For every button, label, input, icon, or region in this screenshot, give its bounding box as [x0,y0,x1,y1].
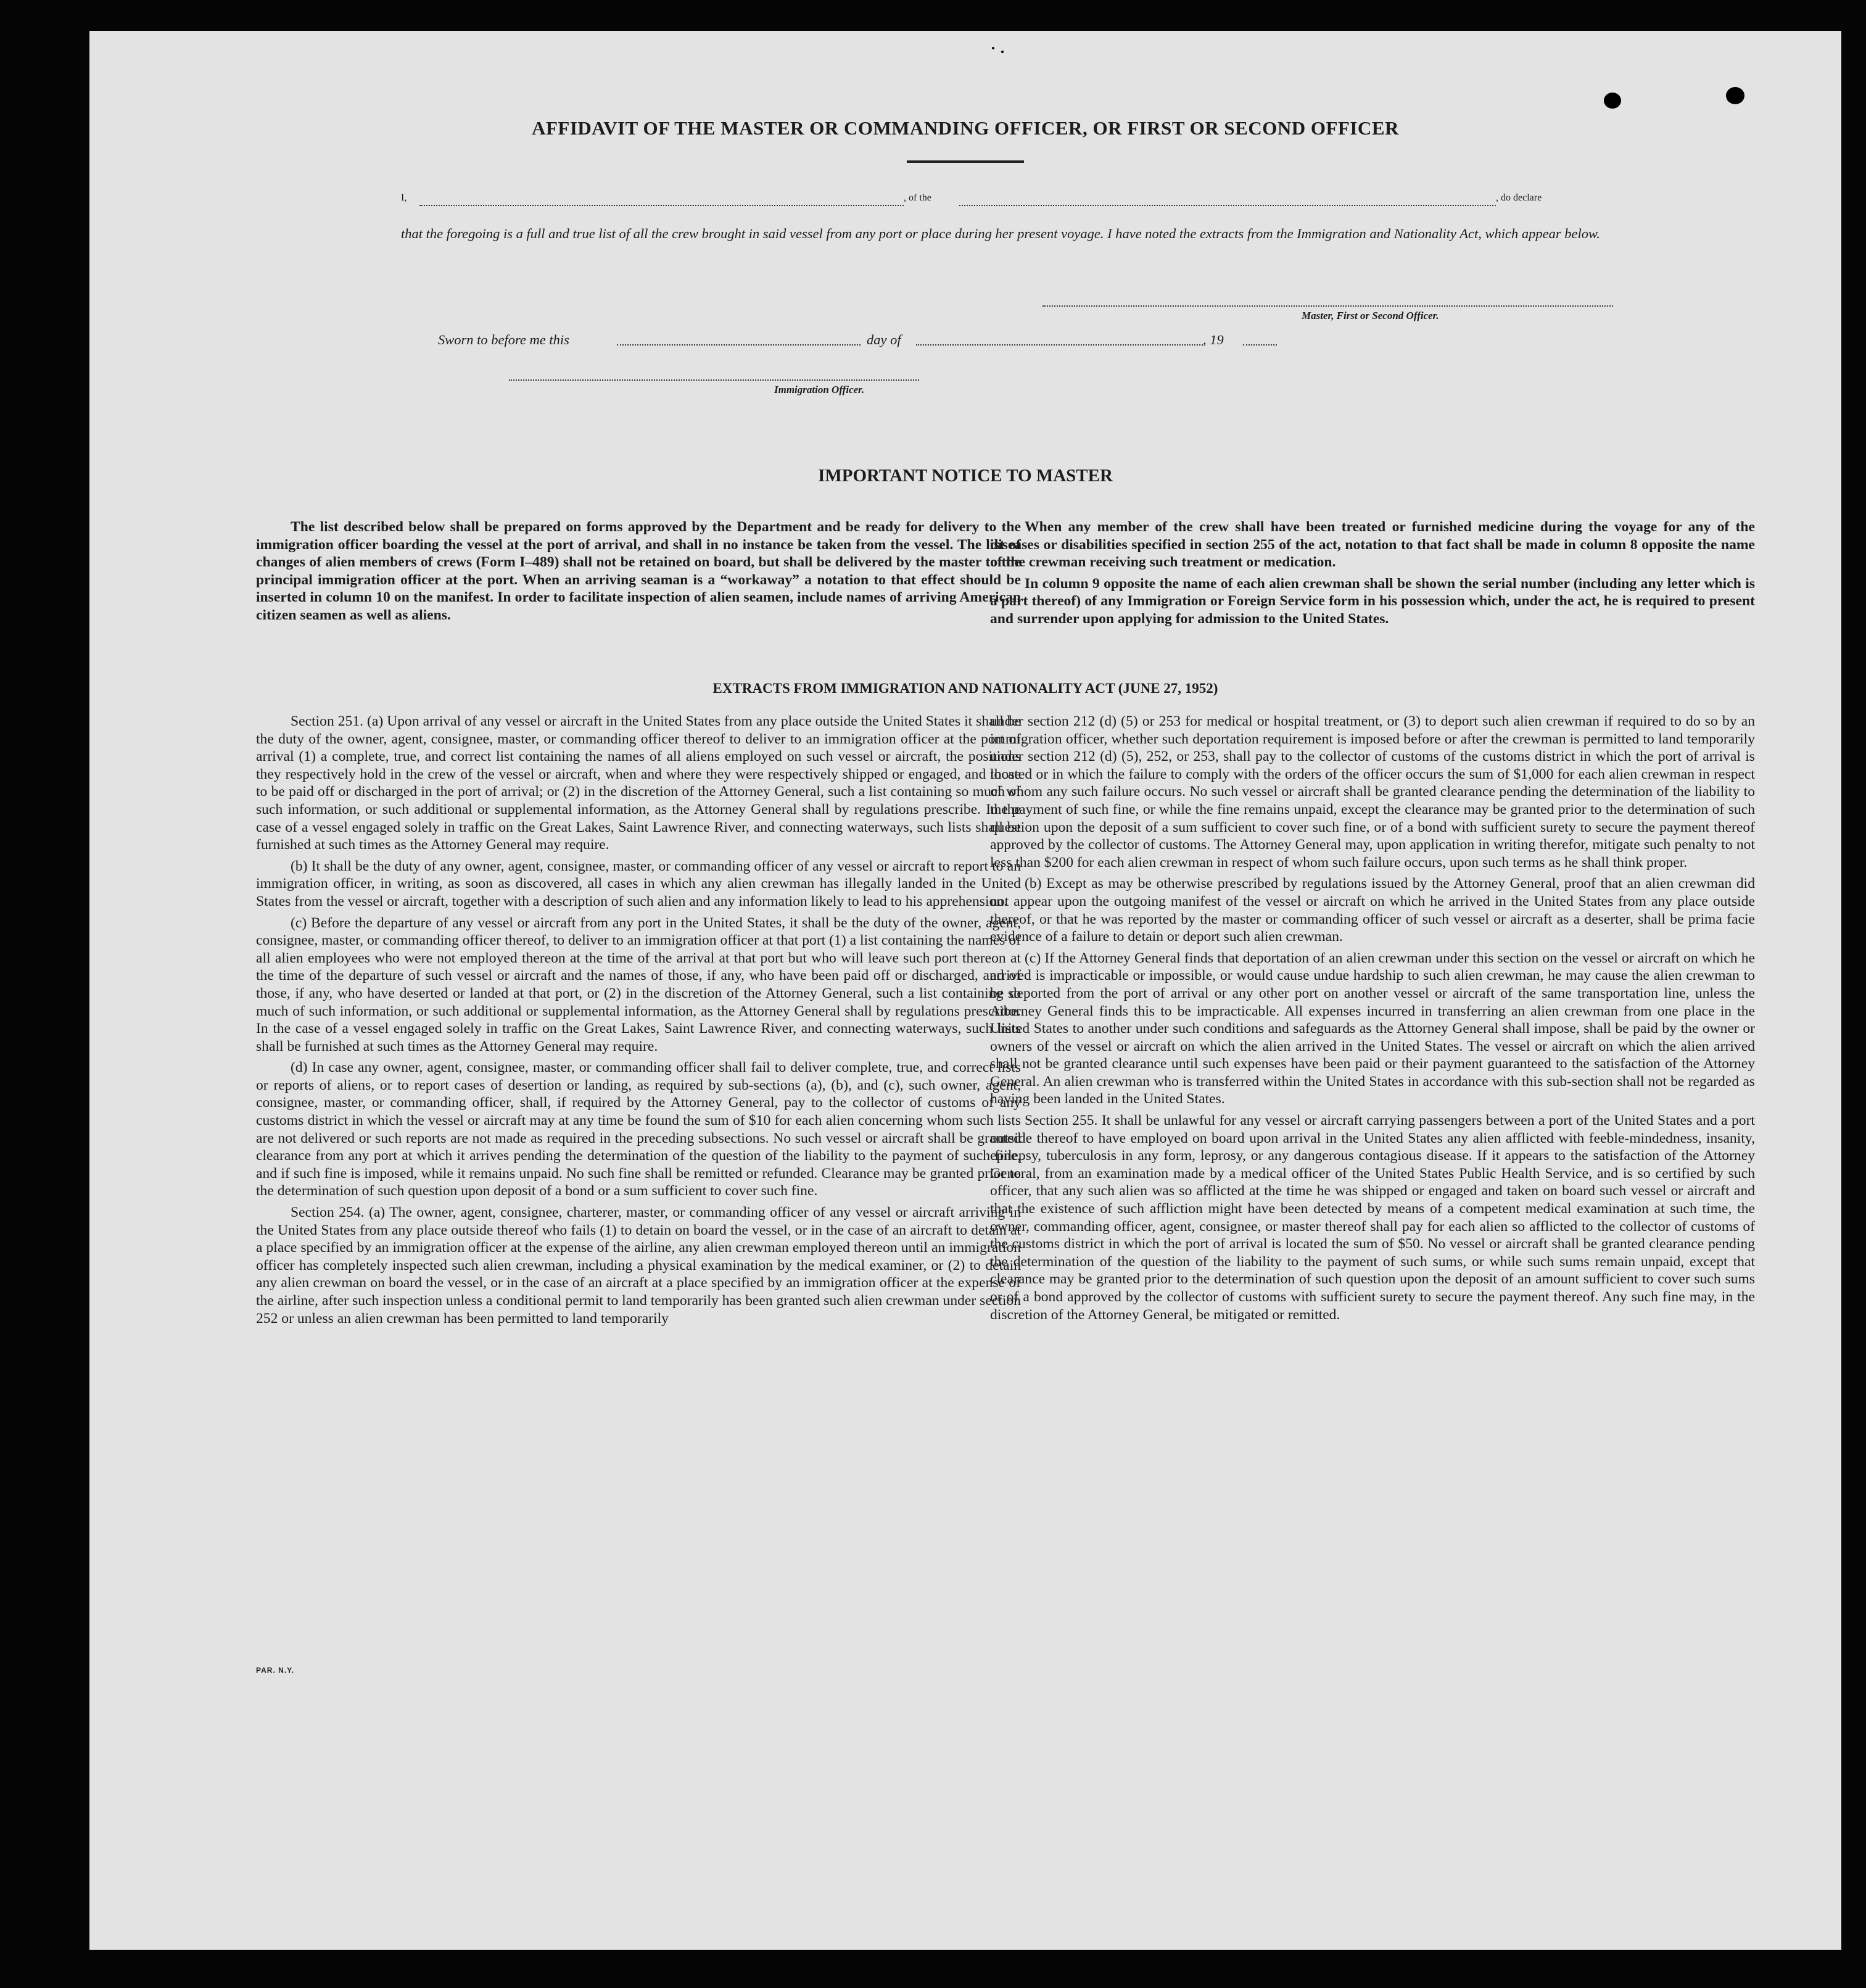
extracts-paragraph: (d) In case any owner, agent, consignee, master, or commanding officer shall fail to deliver complete, true, and correct lists or reports of aliens, or to report cases of desertion or landing, as required by sub-sections (a), (b), and (c), such owner, agent, consignee, master, or commanding officer, shall, if required by the Attorney General, pay to the collector of customs of any customs district in which the vessel or aircraft may at any time be found the sum of $10 for each alien concerning whom such lists are not delivered or such reports are not made as required in the preceding subsections. No such vessel or aircraft shall be granted clearance from any port at which it arrives pending the determination of the question of the liability to the payment of such fine, and if such fine is imposed, while it remains unpaid. No such fine shall be remitted or refunded. Clearance may be granted prior to the determination of such question upon deposit of a bond or a sum sufficient to cover such fine. [256,1059,1021,1199]
declaration-line [401,193,1613,213]
sworn-day-of-label: day of [867,332,901,347]
notice-left-column [256,518,1021,628]
extracts-paragraph: (b) Except as may be otherwise prescribed by regulations issued by the Attorney General, proof that an alien crewman did not appear upon the outgoing manifest of the vessel or aircraft on which he arrived in the United States from any place outside thereof, or that he was reported by the master or commanding officer of such vessel or aircraft as a deserter, shall be prima facie evidence of a failure to detain or deport such alien crewman. [990,876,1755,945]
extracts-right-column [990,713,1755,1327]
printer-code: PAR. N.Y. [256,1666,295,1675]
ink-speck [1726,87,1744,104]
ink-speck [992,47,994,49]
affidavit-title: AFFIDAVIT OF THE MASTER OR COMMANDING OFFICER, OR FIRST OR SECOND OFFICER [532,117,1399,139]
decl-of-the-label: , of the [904,193,931,203]
notice-right-column [990,518,1755,632]
ink-speck [1604,93,1621,109]
sworn-line [438,332,1363,353]
extracts-left-column [256,713,1021,1331]
master-signature-line[interactable] [1042,305,1613,307]
sworn-year-label: , 19 [1203,332,1224,347]
title-underline [907,160,1024,163]
vessel-blank[interactable] [959,205,1496,206]
notice-paragraph: The list described below shall be prepared on forms approved by the Department and be ready for delivery to the immigration officer boarding the vessel at the port of arrival, and shall in no instance be taken from the vessel. The list of changes of alien members of crews (Form I–489) shall not be retained on board, but shall be delivered by the master to the principal immigration officer at the port. When an arriving seaman is a “workaway” a notation to that effect should be inserted in column 10 on the manifest. In order to facilitate inspection of alien seamen, include names of arriving American citizen seamen as well as aliens. [256,519,1021,623]
extracts-title: EXTRACTS FROM IMMIGRATION AND NATIONALITY ACT (JUNE 27, 1952) [712,681,1218,696]
extracts-paragraph: (b) It shall be the duty of any owner, agent, consignee, master, or commanding officer of any vessel or aircraft to report to an immigration officer, in writing, as soon as discovered, all cases in which any alien crewman has illegally landed in the United States from the vessel or aircraft, together with a description of such alien and any information likely to lead to his apprehension. [256,858,1021,909]
extracts-paragraph: (c) Before the departure of any vessel or aircraft from any port in the United States, it shall be the duty of the owner, agent, consignee, master, or commanding officer thereof, to deliver to an immigration officer at that port (1) a list containing the names of all alien employees who were not employed thereon at the time of the arrival at that port but who will leave such port thereon at the time of the departure of such vessel or aircraft and the names of those, if any, who have been paid off or discharged, and of those, if any, who have deserted or landed at that port, or (2) in the discretion of the Attorney General, such a list containing so much of such information, or such additional or supplemental information, as the Attorney General shall by regulations prescribe. In the case of a vessel engaged solely in traffic on the Great Lakes, Saint Lawrence River, and connecting waterways, such lists shall be furnished at such times as the Attorney General may require. [256,914,1021,1054]
master-signature-label: Master, First or Second Officer. [1302,310,1439,321]
notice-title: IMPORTANT NOTICE TO MASTER [818,466,1113,486]
document-page [89,31,1841,1950]
extracts-paragraph: Section 255. It shall be unlawful for any vessel or aircraft carrying passengers between a port of the United States and a port outside thereof to have employed on board upon arrival in the United States any alien afflicted with feeble-mindedness, insanity, epilepsy, tuberculosis in any form, leprosy, or any dangerous contagious disease. If it appears to the satisfaction of the Attorney General, from an examination made by a medical officer of the United States Public Health Service, and is so certified by such officer, that any such alien was so afflicted at the time he was shipped or engaged and taken on board such vessel or aircraft and that the existence of such affliction might have been detected by means of a competent medical examination at such time, the owner, commanding officer, agent, consignee, or master thereof shall pay for each alien so afflicted to the collector of customs of the customs district in which the port of arrival is located the sum of $50. No vessel or aircraft shall be granted clearance pending the determination of the question of the liability to the payment of such sums, or while such sums remain unpaid, except that clearance may be granted prior to the determination of such question upon the deposit of an amount sufficient to cover such sums or of a bond approved by the collector of customs with sufficient surety to secure the payment thereof. Any such fine may, in the discretion of the Attorney General, be mitigated or remitted. [990,1112,1755,1323]
officer-signature-label: Immigration Officer. [774,384,865,396]
decl-do-declare-label: , do declare [1496,193,1542,203]
extracts-paragraph: (c) If the Attorney General finds that deportation of an alien crewman under this section on the vessel or aircraft on which he arrived is impracticable or impossible, or would cause undue hardship to such alien crewman, he may cause the alien crewman to be deported from the port of arrival or any other port on another vessel or aircraft of the same transportation line, unless the Attorney General finds this to be impracticable. All expenses incurred in transferring an alien crewman from one place in the United States to another under such conditions and safeguards as the Attorney General shall impose, shall be paid by the owner or owners of the vessel or aircraft on which the alien arrived in the United States. The vessel or aircraft on which the alien arrived shall not be granted clearance until such expenses have been paid or their payment guaranteed to the satisfaction of the Attorney General. An alien crewman who is transferred within the United States in accordance with this sub-section shall not be regarded as having been landed in the United States. [990,950,1755,1108]
sworn-prefix-label: Sworn to before me this [438,332,569,347]
sworn-day-blank[interactable] [617,344,861,346]
extracts-paragraph: under section 212 (d) (5) or 253 for medical or hospital treatment, or (3) to deport such alien crewman if required to do so by an immigration officer, whether such deportation requirement is imposed before or after the crewman is permitted to land temporarily under section 212 (d) (5), 252, or 253, shall pay to the collector of customs of the customs district in which the port of arrival is located or in which the failure to comply with the orders of the officer occurs the sum of $1,000 for each alien crewman in respect of whom any such failure occurs. No such vessel or aircraft shall be granted clearance pending the determination of the liability to the payment of such fine, or while the fine remains unpaid, except the clearance may be granted prior to the determination of such question upon the deposit of a sum sufficient to cover such fine, or of a bond with sufficient surety to secure the payment thereof approved by the collector of customs. The Attorney General may, upon application in writing therefor, mitigate such penalty to not less than $200 for each alien crewman in respect of whom such failure occurs, upon such terms as he shall think proper. [990,713,1755,871]
ink-speck [1001,51,1004,53]
declaration-text: that the foregoing is a full and true list of all the crew brought in said vessel from any port or place during her present voyage. I have noted the extracts from the Immigration and Nationality Act, which appear below. [401,226,1600,241]
officer-signature-line[interactable] [509,379,919,381]
extracts-paragraph: Section 251. (a) Upon arrival of any vessel or aircraft in the United States from any place outside the United States it shall be the duty of the owner, agent, consignee, master, or commanding officer thereof to deliver to an immigration officer at the port of arrival (1) a complete, true, and correct list containing the names of all aliens employed on such vessel or aircraft, the positions they respectively hold in the crew of the vessel or aircraft, when and where they were respectively shipped or engaged, and those to be paid off or discharged in the port of arrival; or (2) in the discretion of the Attorney General, such a list containing so much of such information, or such additional or supplemental information, as the Attorney General shall by regulations prescribe. In the case of a vessel engaged solely in traffic on the Great Lakes, Saint Lawrence River, and connecting waterways, such lists shall be furnished at such times as the Attorney General may require. [256,713,1021,853]
notice-paragraph: In column 9 opposite the name of each alien crewman shall be shown the serial number (including any letter which is a part thereof) of any Immigration or Foreign Service form in his possession which, under the act, he is required to present and surrender upon applying for admission to the United States. [990,575,1755,627]
decl-i-label: I, [401,193,407,203]
extracts-paragraph: Section 254. (a) The owner, agent, consignee, charterer, master, or commanding officer of any vessel or aircraft arriving in the United States from any place outside thereof who fails (1) to detain on board the vessel, or in the case of an aircraft to detain at a place specified by an immigration officer at the expense of the airline, any alien crewman employed thereon until an immigration officer has completely inspected such alien crewman, including a physical examination by the medical examiner, or (2) to detain any alien crewman on board the vessel, or in the case of an aircraft at a place specified by an immigration officer at the expense of the airline, after such inspection unless a conditional permit to land temporarily has been granted such alien crewman under section 252 or unless an alien crewman has been permitted to land temporarily [256,1204,1021,1327]
sworn-year-blank[interactable] [1243,344,1277,346]
notice-paragraph: When any member of the crew shall have been treated or furnished medicine during the voyage for any of the diseases or disabilities specified in section 255 of the act, notation to that fact shall be made in column 8 opposite the name of the crewman receiving such treatment or medication. [990,519,1755,571]
sworn-month-blank[interactable] [916,344,1203,346]
name-blank[interactable] [419,205,904,206]
